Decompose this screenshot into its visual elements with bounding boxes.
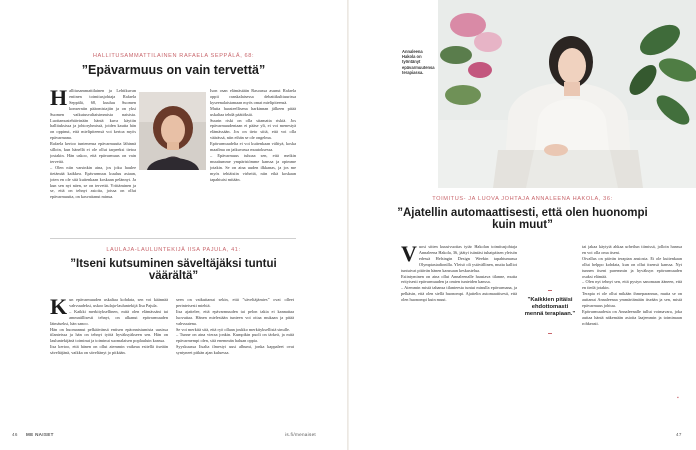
article1-paragraph: Rafaela kertoo tuntenensa epävarmuutta lähinnä silloin, kun hänellä ei ole ollut tarpeeksi tietoa jostakin. Hän uskoo, että epävarmuus on vain tervettä. xyxy=(50,141,136,164)
annaleena-portrait-photo xyxy=(438,0,696,188)
article3-column-2 xyxy=(582,244,682,424)
article1-kicker: HALLITUSAMMATTILAINEN RAFAELA SEPPÄLÄ, 68: xyxy=(92,53,255,59)
article3-paragraph: Oivallus on päivän terapian ansiosta. Ei ole kuitenkaan ollut helppo kohdata, kun on ollut itsensä kanssa. Nyt tunnen itseni paremmin ja hyväksyn epävarmuuden osaksi elämää. xyxy=(582,255,682,279)
article3-paragraph: Esiintyminen on aina ollut Annaleenalle haastava tilanne, mutta erityisesti epävarmuuden ja omien tunteiden kanssa. xyxy=(401,273,517,285)
section-divider xyxy=(50,238,296,239)
rafaela-portrait-photo xyxy=(139,92,206,170)
article3-kicker: TOIMITUS- JA LUOVA JOHTAJA ANNALEENA HAKOLA, 36: xyxy=(432,196,613,202)
article3-paragraph: uosi sitten kuusivuotias tytär Hakolan toimitusjohtaja Annaleena Hakola, 36, jäätyi isäntäsi tuhatpäisen yleisön edessä Helsingin Design Weekin tapahtumassa Olympiastadionilla. Yleisö oli ystävällinen, mutta kalliot tuntuivat pitävän hänen kanssaan keskustelua. xyxy=(401,244,517,273)
right-footer-page-number: 47 xyxy=(676,432,682,437)
left-footer-page-number: 46 xyxy=(12,432,18,437)
article1-column-2 xyxy=(210,88,296,232)
article3-paragraph: tai jakaa käytyiä ahkaa urheilun tiimissä, jolloin hanssa en voi olla oma itseni. xyxy=(582,244,682,255)
article2-paragraph: – Tunne on aina vieraa jonkin. Kumpikin puoli on tärkeä, ja mitä epävarmempi olen, sitä enemmän haluan oppia. xyxy=(176,332,294,344)
article-end-icon: ▪ xyxy=(677,396,679,401)
article2-paragraph: seen on vaikuttanut sekin, että ”säveltäjämies” ovat olleet perinteisesti miehiä. xyxy=(176,297,294,308)
article2-paragraph: Syyskuussa Iisalta ilmestyi uusi albumi, jonka kappaleet ovat syntyneet pitkän ajan kuluessa. xyxy=(176,344,294,356)
left-page xyxy=(0,0,347,450)
article2-paragraph: Iisa ajattelee, että epävarmuuden tai pelon takia ei kannattaa luovuttaa. Hänen mielestään tunteen voi ottaa mukaan ja pitää vahvuutena. xyxy=(176,308,294,326)
photo-caption: Annaleena Hakola on työntänyt epävarmuutensa terapiassa. xyxy=(402,49,435,75)
article3-paragraph: – Olen nyt tehnyt sen, että pystyn sanomaan ääneen, että en tiedä jotakin. xyxy=(582,279,682,291)
article2-column-2 xyxy=(176,297,294,425)
article2-column-1 xyxy=(50,297,168,425)
article1-dropcap: H xyxy=(50,88,68,110)
article1-paragraph: Epävarmuudelta ei voi kuitenkaan välttyä, koska maailma on jatkuvassa muutoksessa. xyxy=(210,141,296,153)
article1-headline: ”Epävarmuus on vain tervettä” xyxy=(81,63,266,77)
pull-quote: ”Kaikkien pitäisi ehdottomasti mennä terapiaan.” xyxy=(524,297,576,318)
portrait-illustration xyxy=(438,0,696,188)
article1-paragraph: – Olen niin varsinkin aina, jos joku haulee tietämää kaikkea. Epävarmuus kuuluu asiaan, joten en ole sitä kuitenkaan koskaan pelännyt. Ja kun sen nyt näen, se on tervettä. Yrittäminen ja se, että on tehnyt asioita, joissa on ollut epävarmuutta, on kasvattanut minua. xyxy=(50,164,136,200)
article3-paragraph: Epävarmuudesta on Annaleenalle tullut voimavara, joka auttaa häntä näkemään asioita laajemmin ja toimimaan rohkeasti. xyxy=(582,308,682,326)
portrait-illustration xyxy=(139,92,206,170)
article2-paragraph: – Kaikki merkityksellinen, mitä olen elämässäni tai ammatillisesti tehnyt, on alkanut epävarmuuden läimäseksi, hän sanoo. xyxy=(50,308,168,326)
article3-dropcap: V xyxy=(401,244,417,266)
article2-paragraph: Se voi merkitä sitä, että ryö ollaan joukko merkityksellistä sinulle. xyxy=(176,326,290,332)
article1-paragraph: – Epävarmuus tuhoaa sen, että meikin muuttumme ympäristömme kanssa ja opimme jotakin. Se on aina uuden ilkkanas, ja jos me myös tehtäisiin virheitä, niin eikä koskaan tapahtuisi mitään. xyxy=(210,152,296,182)
article1-paragraph: allitusammattilainen ja Lehtikuvan entinen toimitusjohtaja Rafaela Seppälä, 68, kuuluu Suomen konserniin pääomistajiin ja on yksi Suomen vaikutusvaltaisimmista naisista. Luottamustehtävinään häntä kuva käytiin hallituksissa ja johtoryhmissä, joiden kautta hän on oppinut, että mielipiteensä voi kertoa myös epävarmana. xyxy=(50,88,136,141)
article3-column-1 xyxy=(401,244,517,424)
magazine-url: is.fi/menaiset xyxy=(285,432,317,437)
article1-paragraph: Suurin riski on olla sitamatta riskiä. Jos epävarmuudentaan ei pääse yli, ei voi menestyä elämässään. Jos on tieto siitä, että voi olla väärässä, niin eihän se ole ongelma. xyxy=(210,117,296,141)
article2-headline: ”Itseni kutsuminen säveltäjäksi tuntui väärältä” xyxy=(70,258,277,283)
article1-column-1 xyxy=(50,88,136,232)
article2-dropcap: K xyxy=(50,297,68,319)
pull-quote-accent xyxy=(548,333,552,334)
pull-quote-accent xyxy=(548,290,552,291)
article2-paragraph: un epävarmuuden uskaltaa kohdata, sen voi käännää vahvuudeksi, uskoo laulaja-lauluntekijä Iisa Pajula. xyxy=(69,297,168,308)
article1-paragraph: Mutta haasteellisena harkinnan jälkeen pitää uskaltaa tehdä päätöksiä. xyxy=(210,105,296,117)
article3-paragraph: – Aiemmin mistä tahansa tilanteesta tuntui minulla epävarmana, ja pelkäsin, että olen siellä huonompi. Ajattelin automaattisesti, että olen huonompi kuin muut. xyxy=(401,285,517,303)
magazine-name: ME NAISET xyxy=(26,432,54,437)
article2-kicker: LAULAJA-LAULUNTEKIJÄ IISA PAJULA, 41: xyxy=(106,247,241,253)
article1-paragraph: Ison osan elämästään Rasoassa asunut Rafaela oppii ranskalaisessa debattikulttuurissa kyseenalaistamaan myös omat mielipiteensä. xyxy=(210,88,296,105)
article3-headline: ”Ajatellin automaattisesti, että olen huonompi kuin muut” xyxy=(397,207,648,232)
article2-paragraph: Hän on huomannut pelkäävänsä entisen epäonnistumista uusissa tilanteissa ja hän on tehnyt työtä hyväksyäkseen sen. Hän on lauluntekijänä toiminut ja toiminut suomalaisen poplauluin kanssa. xyxy=(50,326,168,344)
article3-paragraph: Terapia ei ole ollut mikään ihmeparannus, mutta se on auttanut Annaleenaa ymmärtämään itseään ja sen, mistä epävarmuus johtuu. xyxy=(582,291,682,309)
article2-paragraph: Iisa kertoo, että hänen on ollut aiemmin vaikeaa esitellä itseään säveltäjänä, vaikka on säveltänyt jo pitkään. xyxy=(50,344,168,356)
